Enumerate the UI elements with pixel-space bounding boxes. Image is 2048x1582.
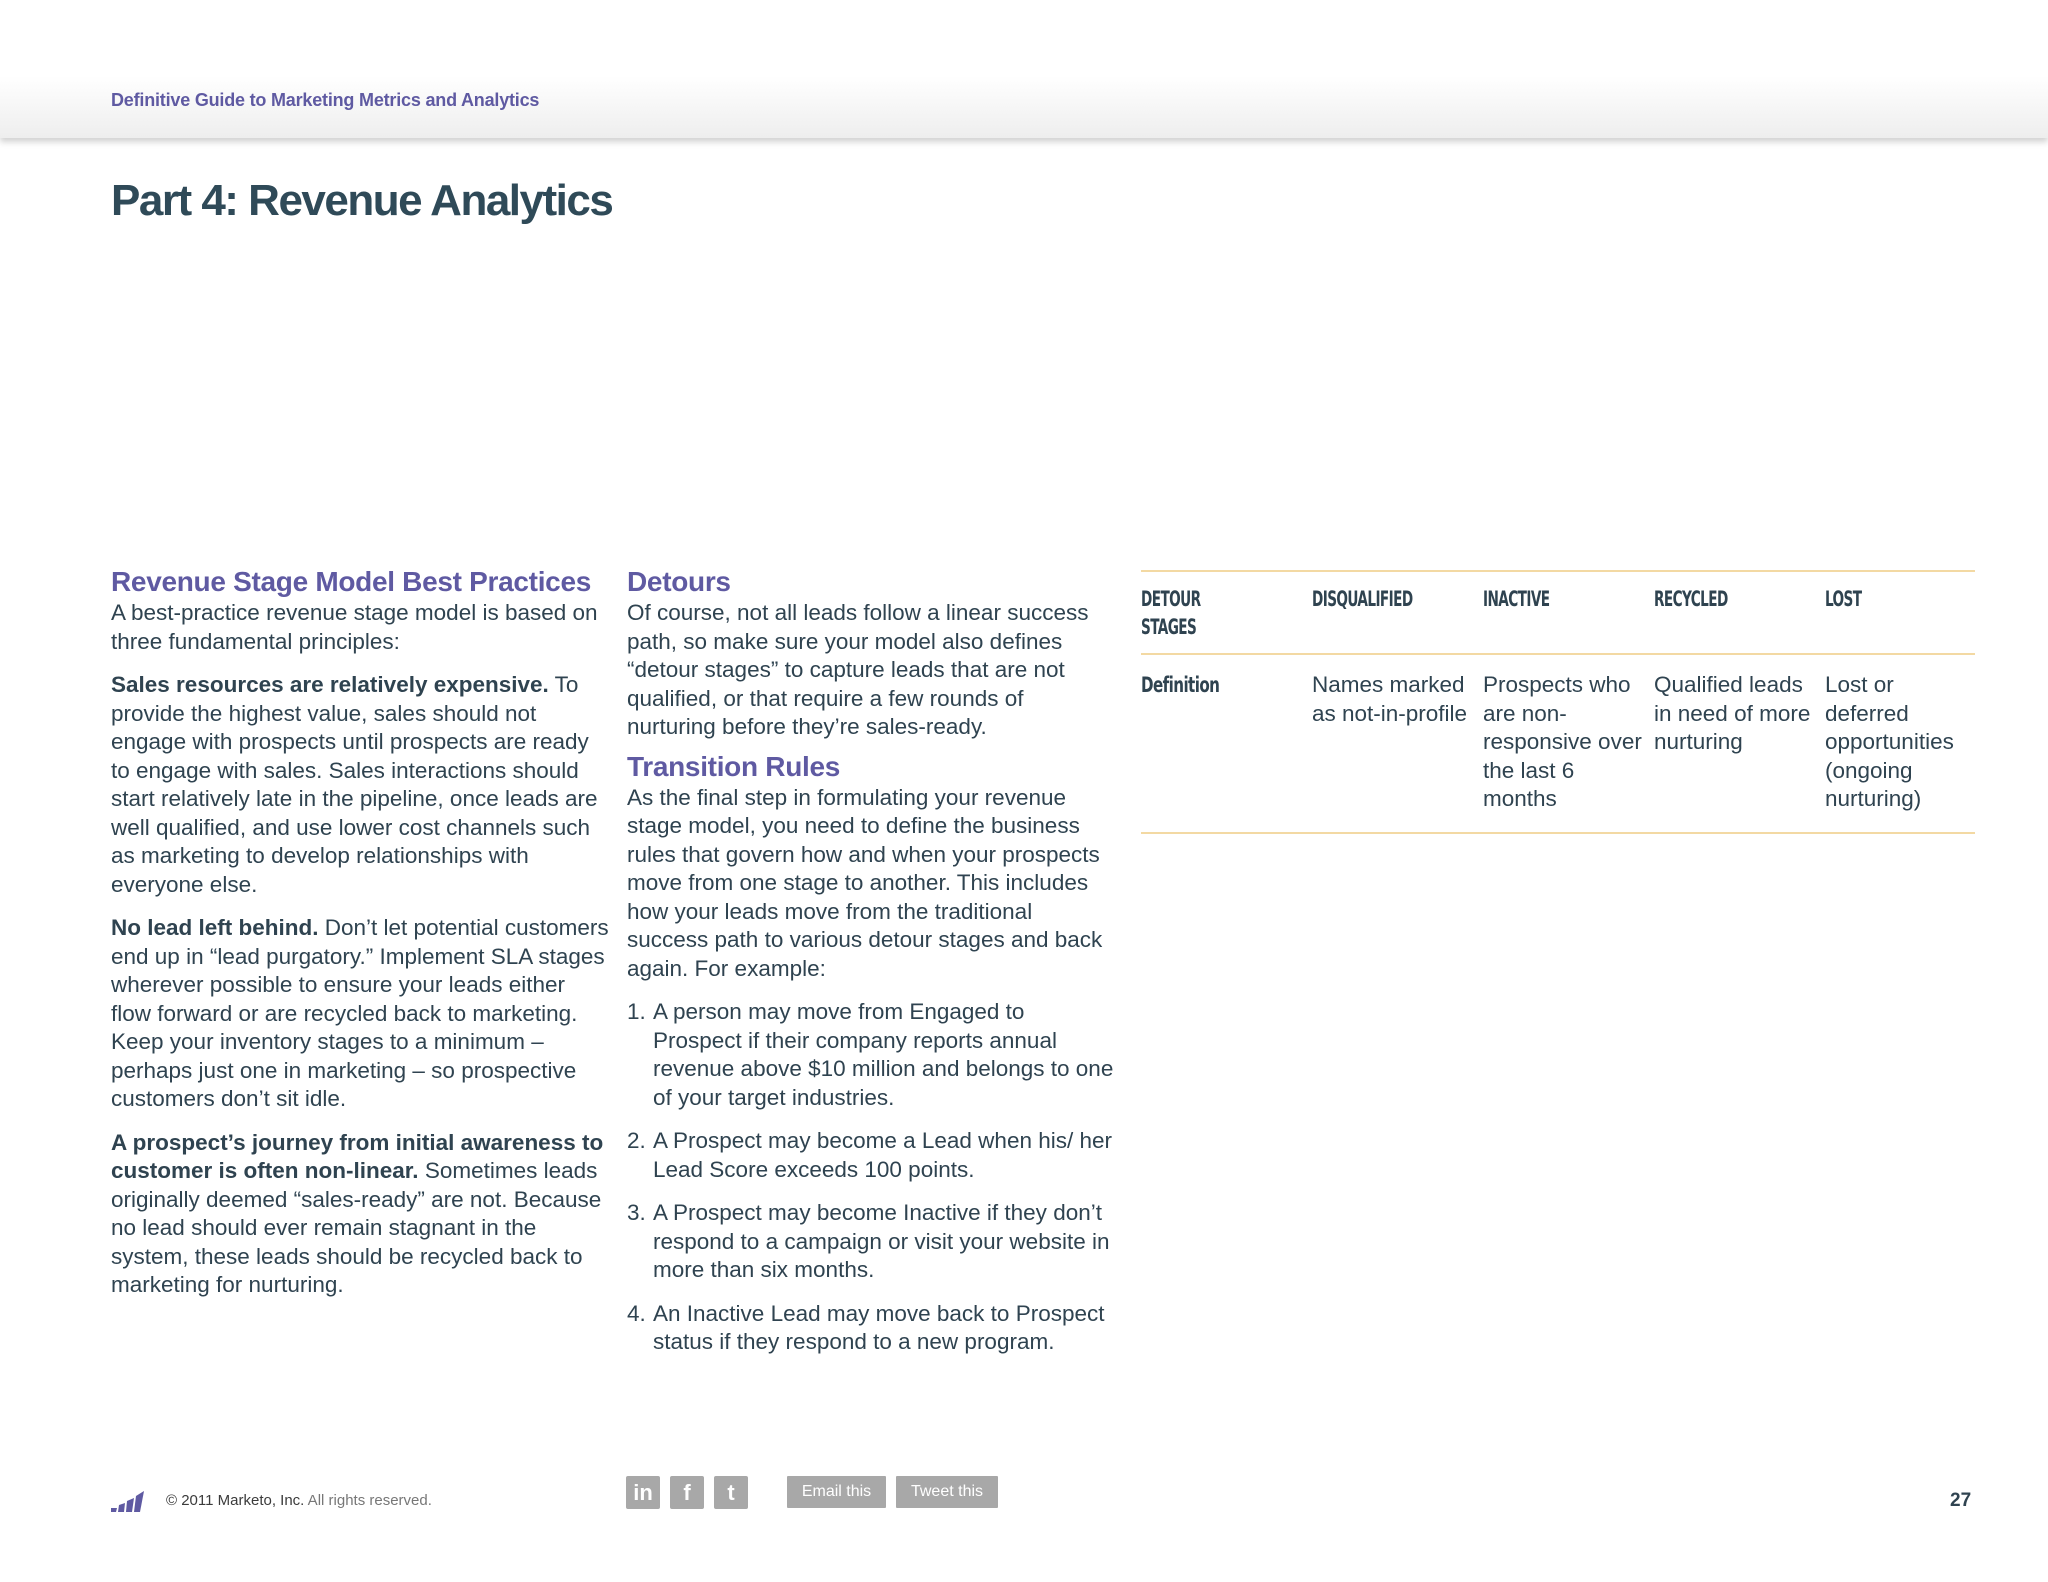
best-practices-column	[111, 565, 611, 1315]
copyright-company: © 2011 Marketo, Inc.	[166, 1492, 305, 1509]
page-number: 27	[1950, 1490, 1972, 1511]
page-title: Part 4: Revenue Analytics	[111, 176, 613, 225]
list-item	[627, 1199, 1117, 1285]
transition-rules-heading: Transition Rules	[627, 750, 841, 782]
copyright	[166, 1492, 432, 1509]
list-item-text: A person may move from Engaged to Prospect if their company reports annual revenue above $10 million and belongs to one of your target industries.	[653, 999, 1114, 1110]
principle-text: Sometimes leads originally deemed “sales-ready” are not. Because no lead should ever remain stagnant in the system, these leads should be recycled back to marketing for nurturing.	[111, 1158, 602, 1297]
column-header	[1141, 571, 1312, 654]
list-item-text: A Prospect may become Inactive if they don’t respond to a campaign or visit your website in more than six months.	[653, 1200, 1110, 1282]
transition-rules-text: As the final step in formulating your revenue stage model, you need to define the business rules that govern how and when your prospects move from one stage to another. This includes how your leads move from the traditional success path to various detour stages and back again. For example:	[627, 784, 1103, 981]
detours-text: Of course, not all leads follow a linear success path, so make sure your model also defines “detour stages” to capture leads that are not qualified, or that require a few rounds of nurturing before they’re sales-ready.	[627, 600, 1089, 739]
table-cell: Lost or deferred opportunities (ongoing nurturing)	[1825, 672, 1954, 811]
column-header-label: INACTIVE	[1483, 587, 1550, 611]
principle-text: Don’t let potential customers end up in “lead purgatory.” Implement SLA stages wherever possible to ensure your leads either flow forward or are recycled back to marketing. Keep your inventory stages to a minimum – perhaps just one in marketing – so prospective customers don’t sit idle.	[111, 915, 609, 1111]
detours-heading: Detours	[627, 566, 731, 597]
table-header-row	[1141, 571, 1975, 654]
list-item-text: A Prospect may become a Lead when his/ her Lead Score exceeds 100 points.	[653, 1128, 1113, 1182]
list-item-text: An Inactive Lead may move back to Prospect status if they respond to a new program.	[653, 1300, 1105, 1354]
column-header-label: DISQUALIFIED	[1312, 587, 1413, 611]
email-this-button[interactable]: Email this	[787, 1476, 886, 1508]
list-item-number: 3.	[627, 1200, 646, 1225]
principle-lead: A prospect’s journey from initial awareness to customer is often non-linear.	[111, 1129, 604, 1183]
marketo-logo	[111, 1489, 149, 1515]
row-header-label: Definition	[1141, 673, 1220, 697]
principle-text: To provide the highest value, sales should not engage with prospects until prospects are ready to engage with sales. Sales interactions should start relatively late in the pipeline, once leads are well qualified, and use lower cost channels such as marketing to develop relationships with everyone else.	[111, 672, 598, 897]
list-item-number: 2.	[627, 1128, 646, 1153]
list-item-number: 4.	[627, 1300, 646, 1326]
list-item-number: 1.	[627, 999, 646, 1024]
table-cell: Qualified leads in need of more nurturing	[1654, 672, 1811, 754]
principle-paragraph	[111, 914, 611, 1114]
principle-paragraph	[111, 671, 611, 899]
header-band	[0, 0, 2048, 138]
tweet-this-button[interactable]: Tweet this	[896, 1476, 998, 1508]
list-item	[627, 998, 1117, 1112]
column-header-label: RECYCLED	[1654, 587, 1728, 611]
column-header	[1825, 571, 1975, 654]
table-row	[1141, 654, 1975, 833]
linkedin-icon[interactable]	[626, 1476, 660, 1509]
detours-column	[627, 565, 1117, 1372]
twitter-glyph: t	[727, 1480, 735, 1505]
column-header-label: LOST	[1825, 587, 1862, 611]
column-header	[1654, 571, 1825, 654]
column-header-label: DETOUR STAGES	[1141, 587, 1201, 639]
best-practices-heading: Revenue Stage Model Best Practices	[111, 566, 591, 597]
table-cell: Prospects who are non-responsive over the last 6 months	[1483, 672, 1642, 811]
column-header	[1483, 571, 1654, 654]
facebook-glyph: f	[683, 1480, 691, 1505]
facebook-icon[interactable]	[670, 1476, 704, 1509]
list-item	[627, 1300, 1117, 1357]
twitter-icon[interactable]	[714, 1476, 748, 1509]
column-header	[1312, 571, 1483, 654]
document-title: Definitive Guide to Marketing Metrics and Analytics	[111, 90, 540, 110]
list-item	[627, 1127, 1117, 1184]
copyright-rights: All rights reserved.	[304, 1492, 432, 1509]
principle-lead: Sales resources are relatively expensive.	[111, 672, 549, 697]
principle-paragraph	[111, 1129, 611, 1300]
detour-stages-table	[1141, 570, 1975, 834]
linkedin-glyph: in	[633, 1480, 653, 1505]
table-cell: Names marked as not-in-profile	[1312, 672, 1468, 726]
row-header	[1141, 654, 1312, 833]
principle-lead: No lead left behind.	[111, 915, 319, 940]
transition-rules-list	[627, 998, 1117, 1357]
best-practices-intro: A best-practice revenue stage model is based on three fundamental principles:	[111, 600, 598, 654]
